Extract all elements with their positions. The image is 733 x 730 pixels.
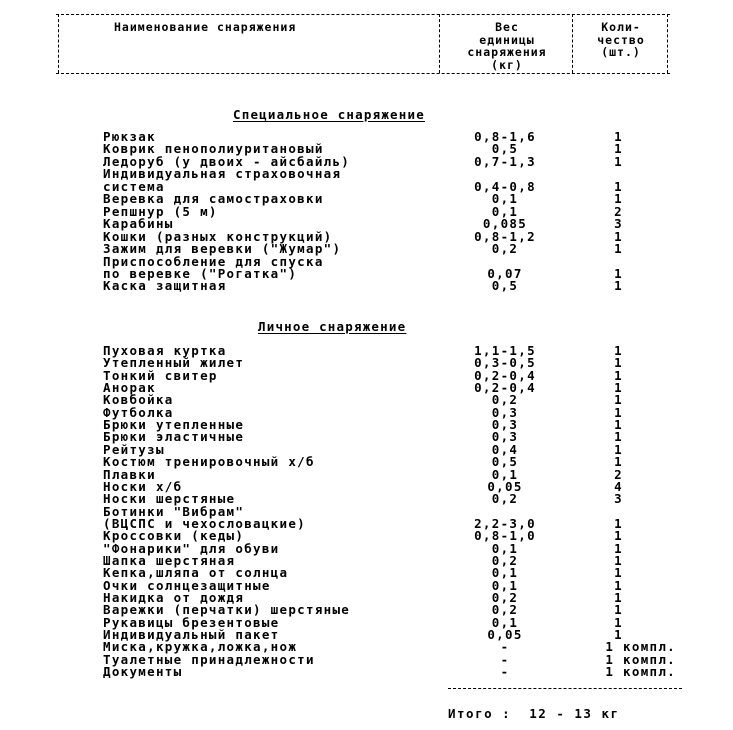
item-qty: 1 [614,380,623,396]
item-qty: 1 [614,278,623,294]
header-divider-2 [572,14,573,73]
item-name: Коврик пенополиуритановый [103,141,324,157]
item-qty: 1 [614,265,623,281]
item-qty: 1 [614,429,623,445]
header-weight-line: снаряжения [467,45,547,59]
item-weight: 0,05 [487,478,523,494]
item-name: Утепленный жилет [103,355,245,371]
item-qty: 1 [614,577,623,593]
item-name: Репшнур (5 м) [103,203,218,219]
header-top-rule [56,14,670,15]
item-weight: 0,5 [491,278,519,294]
header-weight-line: единицы [479,32,535,47]
item-weight: 0,1 [491,577,519,593]
item-name: Рейтузы [103,441,165,457]
item-qty: 1 [614,228,623,244]
item-weight: - [500,639,510,655]
item-weight: 0,2 [491,590,519,605]
item-qty: 1 [614,343,623,358]
item-qty: 1 [614,602,623,618]
total-label: Итого : [448,706,512,721]
item-qty: 1 компл. [605,639,676,655]
item-weight: 2,2-3,0 [474,515,536,531]
item-qty: 1 [614,528,623,544]
item-name: Рюкзак [103,129,156,144]
item-name: Приспособление для спуска [103,253,324,269]
item-name: Ледоруб (у двоих - айсбайль) [103,153,351,169]
item-name: Каска защитная [103,278,227,294]
item-name: Анорак [103,380,156,396]
item-qty: 2 [614,203,623,219]
item-qty: 3 [614,491,623,507]
header-right-border [667,14,668,73]
item-qty: 1 [614,540,623,556]
item-weight: - [500,651,510,667]
item-weight: 0,2-0,4 [474,367,536,383]
total-line [448,706,620,721]
item-weight: 0,8-1,6 [474,129,536,144]
table-row [0,280,733,292]
header-bottom-rule [56,73,670,74]
header-weight-column [442,21,572,71]
item-name: Карабины [103,216,174,232]
item-name: Туалетные принадлежности [103,651,315,667]
item-qty: 1 [614,404,623,420]
item-weight: 0,3 [491,417,519,433]
item-name: Документы [103,664,183,680]
item-name: Рукавицы брезентовые [103,614,280,630]
item-qty: 1 [614,153,623,169]
item-qty: 1 [614,454,623,470]
item-weight: 0,7-1,3 [474,153,536,169]
item-name: по веревке ("Рогатка") [103,265,298,281]
item-qty: 2 [614,466,623,482]
item-name: Варежки (перчатки) шерстяные [103,602,351,618]
item-weight: 0,8-1,0 [474,528,536,544]
header-divider-1 [439,14,440,73]
item-name: Индивидуальная страховочная [103,166,342,182]
item-name: Носки х/б [103,478,183,494]
item-weight: 0,1 [491,614,519,630]
table-row [0,666,733,678]
item-weight: 0,1 [491,466,519,482]
item-name: Индивидуальный пакет [103,627,280,643]
item-weight: 0,3 [491,429,519,445]
item-weight: 0,3 [491,404,519,420]
item-qty: 1 [614,614,623,630]
item-weight: 0,1 [491,203,519,219]
item-weight: 0,2 [491,602,519,618]
header-left-border [58,14,59,73]
item-name: Кошки (разных конструкций) [103,228,333,244]
item-weight: 0,1 [491,540,519,556]
item-qty: 1 [614,590,623,605]
item-name: Веревка для самостраховки [103,191,324,207]
item-qty: 1 [614,417,623,433]
item-name: Носки шерстяные [103,491,236,507]
item-qty: 1 [614,565,623,581]
item-weight: 0,085 [482,216,528,232]
item-qty: 1 компл. [605,664,676,680]
item-weight: 1,1-1,5 [474,343,536,358]
item-name: Брюки утепленные [103,417,245,433]
item-qty: 1 [614,392,623,408]
item-name: система [103,178,165,194]
total-value: 12 - 13 кг [529,706,620,721]
item-name: Пуховая куртка [103,343,227,358]
item-qty: 4 [614,478,623,494]
item-weight: 0,2 [491,491,519,507]
header-name-column: Наименование снаряжения [114,20,297,34]
item-weight: 0,2 [491,552,519,568]
item-weight: 0,4-0,8 [474,178,536,194]
item-name: Накидка от дождя [103,590,245,605]
header-qty-line: (шт.) [601,45,641,59]
item-qty: 1 [614,129,623,144]
item-qty: 1 [614,355,623,371]
item-name: Плавки [103,466,156,482]
item-qty: 1 [614,627,623,643]
item-name: Тонкий свитер [103,367,218,383]
item-weight: 0,5 [491,141,519,157]
item-weight: 0,1 [491,565,519,581]
item-weight: 0,2 [491,392,519,408]
item-weight: 0,07 [487,265,523,281]
item-name: Кепка,шляпа от солнца [103,565,289,581]
item-qty: 1 [614,141,623,157]
item-qty: 1 компл. [605,651,676,667]
header-qty-line: чество [597,32,645,47]
item-qty: 1 [614,241,623,257]
section-title-personal: Личное снаряжение [258,319,407,334]
item-name: Очки солнцезащитные [103,577,271,593]
item-name: (ВЦСПС и чехословацкие) [103,515,306,531]
item-weight: 0,2-0,4 [474,380,536,396]
header-weight-line: Вес [495,20,519,34]
item-weight: 0,2 [491,241,519,257]
item-weight: - [500,664,510,680]
header-qty-line: Коли- [601,20,641,34]
total-rule [448,688,682,689]
item-name: "Фонарики" для обуви [103,540,280,556]
item-qty: 1 [614,367,623,383]
item-name: Ковбойка [103,392,174,408]
item-weight: 0,8-1,2 [474,228,536,244]
item-name: Ботинки "Вибрам" [103,503,245,519]
header-qty-column [576,21,666,59]
item-weight: 0,1 [491,191,519,207]
item-qty: 1 [614,191,623,207]
item-qty: 1 [614,515,623,531]
item-weight: 0,4 [491,441,519,457]
item-name: Зажим для веревки ("Жумар") [103,241,342,257]
item-name: Кроссовки (кеды) [103,528,245,544]
item-weight: 0,3-0,5 [474,355,536,371]
item-name: Шапка шерстяная [103,552,236,568]
item-qty: 1 [614,178,623,194]
item-qty: 1 [614,441,623,457]
section-title-special: Специальное снаряжение [233,107,425,122]
item-qty: 3 [614,216,623,232]
header-weight-line: (кг) [491,57,523,72]
item-weight: 0,05 [487,627,523,643]
item-weight: 0,5 [491,454,519,470]
item-qty: 1 [614,552,623,568]
item-name: Футболка [103,404,174,420]
item-name: Миска,кружка,ложка,нож [103,639,298,655]
item-name: Костюм тренировочный х/б [103,454,315,470]
item-name: Брюки эластичные [103,429,245,445]
